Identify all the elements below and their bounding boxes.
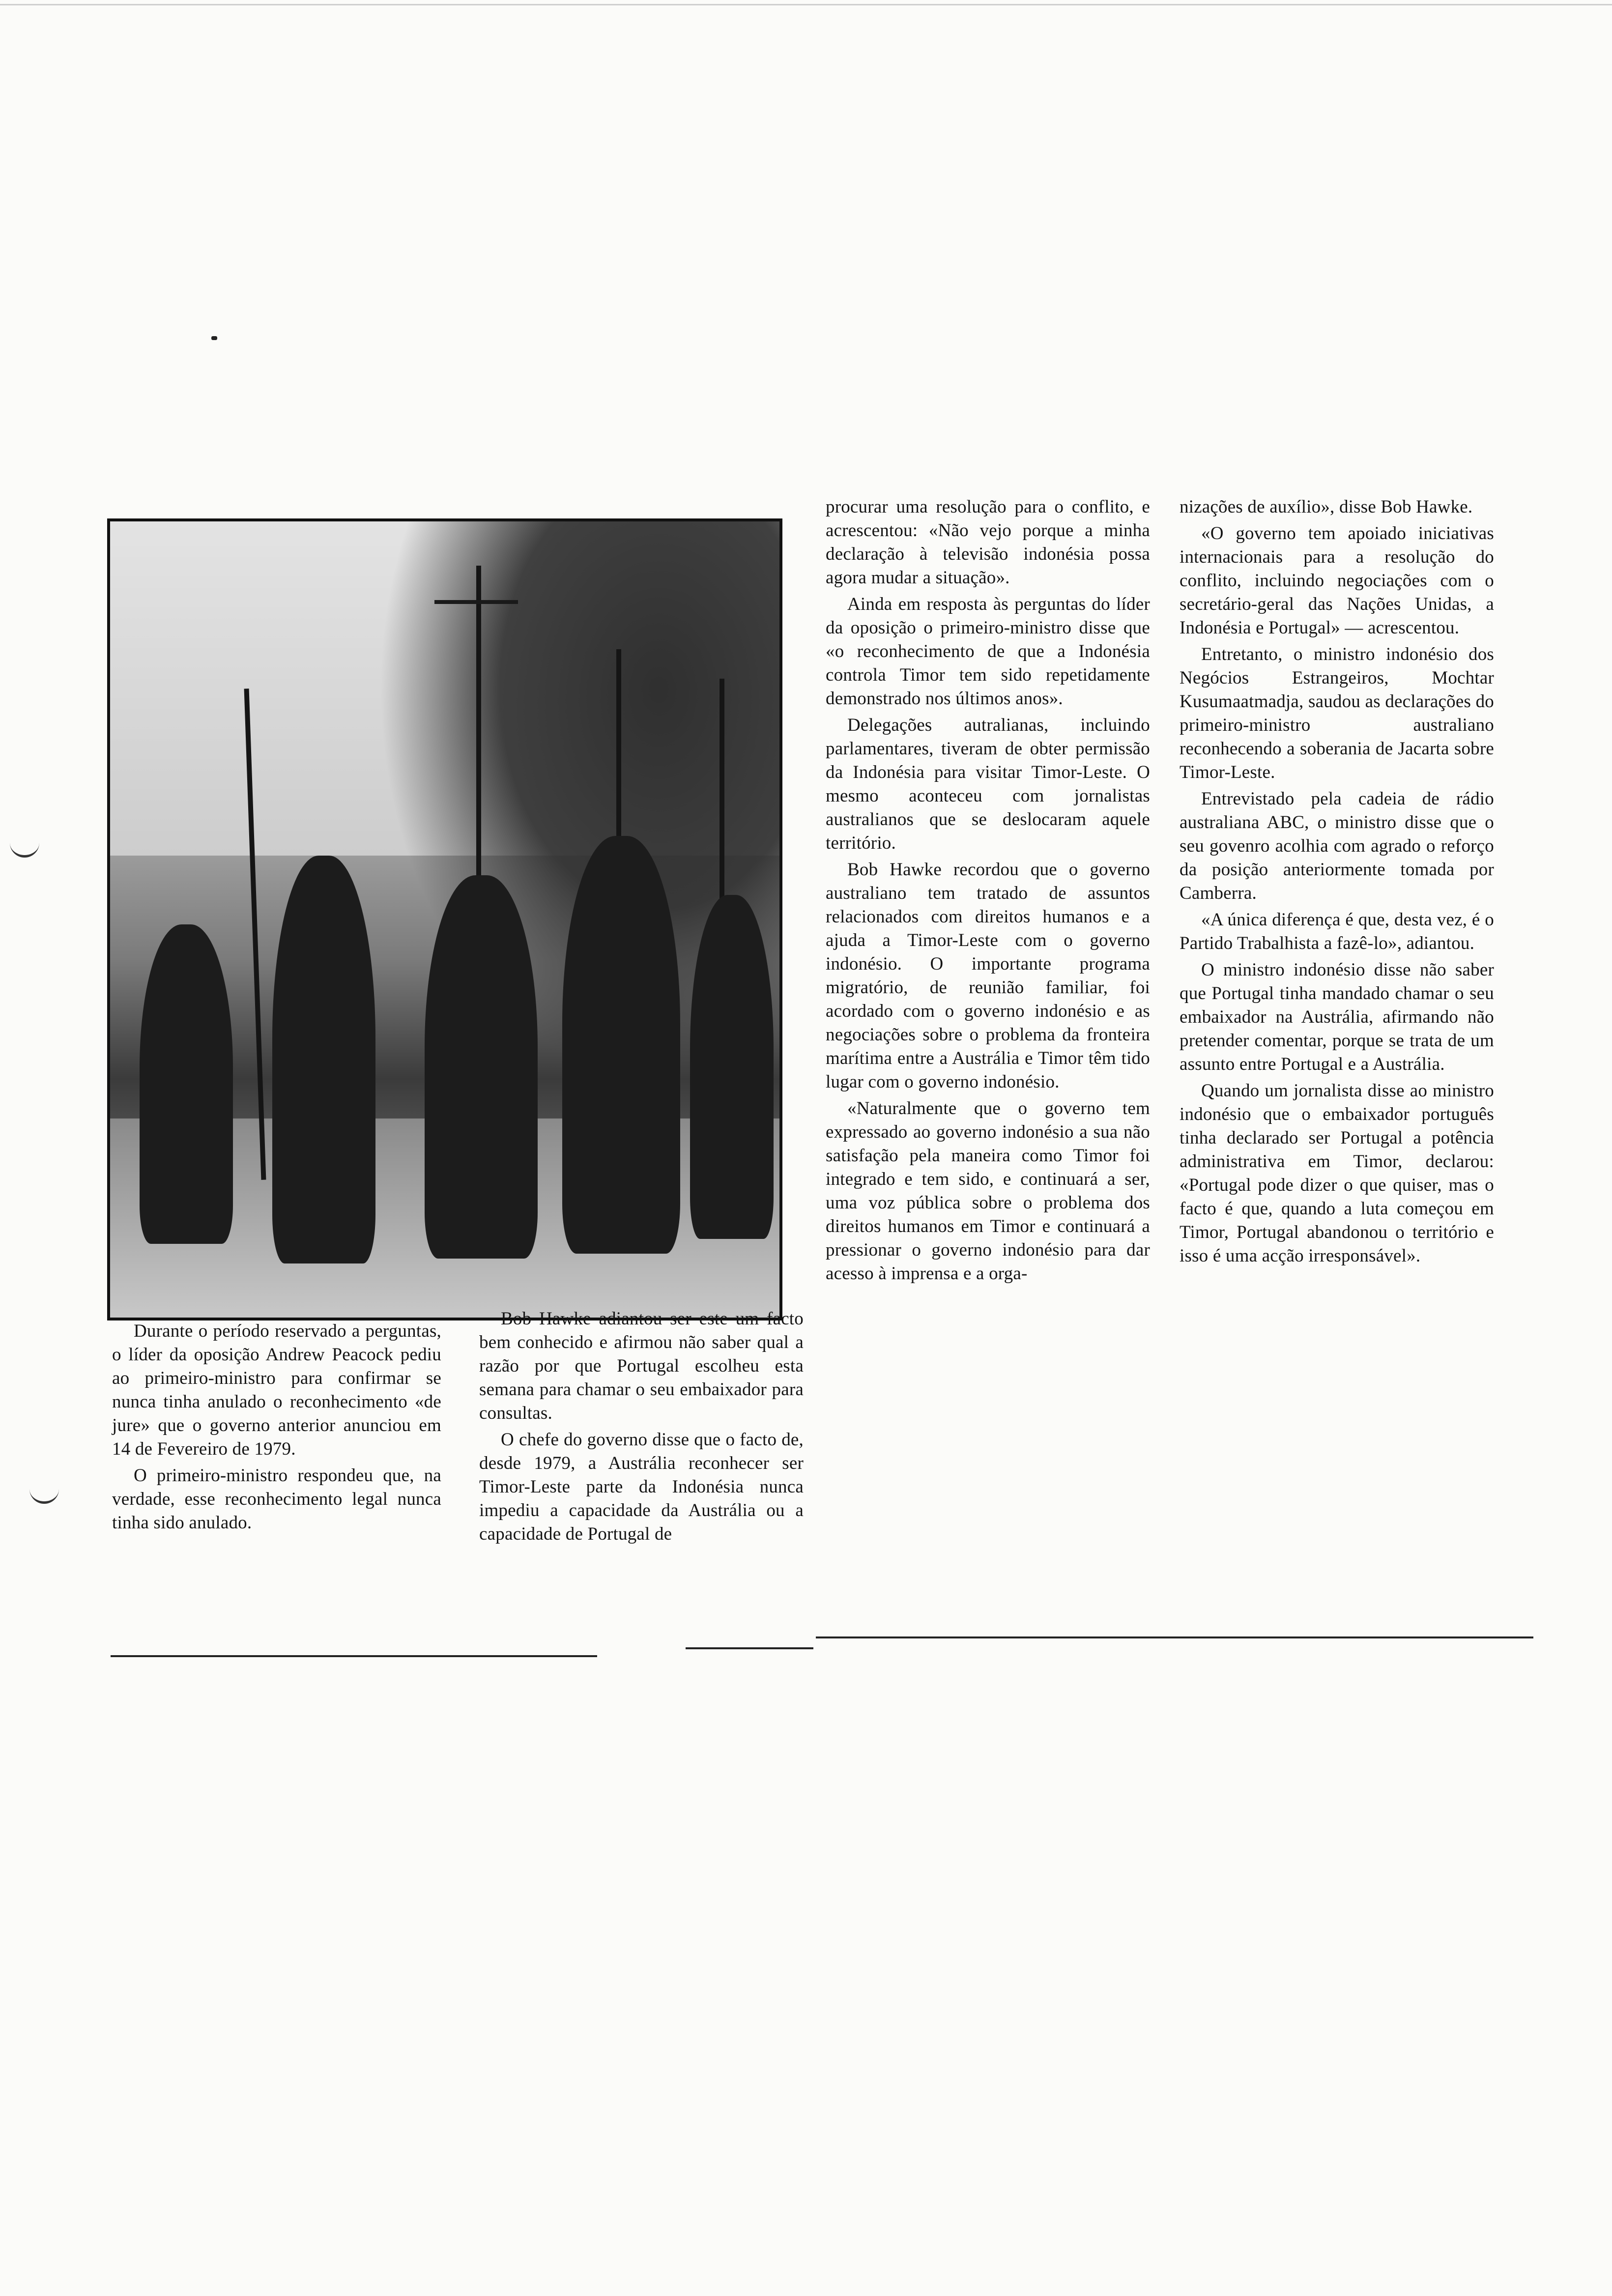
photo-figure — [562, 836, 680, 1254]
article-column-1 — [112, 1320, 441, 1538]
photo-cross — [434, 600, 518, 604]
photo-figure — [690, 895, 774, 1239]
paragraph: O ministro indonésio disse não saber que Portugal tinha mandado chamar o seu embaixador na Austrália, afirmando não pretender comentar, porque se trata de um assunto entre Portugal e a Austrália. — [1180, 960, 1494, 1074]
print-speck — [211, 336, 217, 340]
photo-figure — [425, 875, 538, 1259]
paragraph: Entretanto, o ministro indonésio dos Negócios Estrangeiros, Mochtar Kusumaatmadja, saudou as declarações do primeiro-ministro australiano reconhecendo a soberania de Jacarta sobre Timor-Leste. — [1180, 644, 1494, 782]
paragraph-continued: nizações de auxílio», disse Bob Hawke. — [1180, 497, 1473, 517]
margin-mark — [29, 1487, 59, 1504]
paragraph: Durante o período reservado a perguntas, o líder da oposição Andrew Peacock pediu ao primeiro-ministro para confirmar se nunca tinha anulado o reconhecimento «de jure» que o governo anterior anunciou em 14 de Fevereiro de 1979. — [112, 1321, 441, 1459]
paragraph: O chefe do governo disse que o facto de, desde 1979, a Austrália reconhecer ser Timor-Leste parte da Indonésia nunca impediu a capacidade da Austrália ou a capacidade de Portugal de — [479, 1430, 804, 1544]
paragraph-continued: procurar uma resolução para o conflito, e acrescentou: «Não vejo porque a minha declaração à televisão indonésia possa agora mudar a situação». — [826, 497, 1150, 588]
bottom-rule — [816, 1636, 1533, 1638]
paragraph: Ainda em resposta às perguntas do líder da oposição o primeiro-ministro disse que «o reconhecimento de que a Indonésia controla Timor tem sido repetidamente demonstrado nos últimos anos». — [826, 594, 1150, 709]
top-rule — [0, 4, 1612, 5]
photo-figure — [272, 856, 375, 1263]
paragraph: Bob Hawke adiantou ser este um facto bem conhecido e afirmou não saber qual a razão por que Portugal escolheu esta semana para chamar o seu embaixador para consultas. — [479, 1309, 804, 1423]
article-column-2 — [479, 1307, 804, 1549]
margin-mark — [10, 840, 39, 858]
paragraph: «Naturalmente que o governo tem expressado ao governo indonésio a sua não satisfação pela maneira como Timor foi integrado e tem sido, e continuará a ser, uma voz pública sobre o problema dos direitos humanos em Timor e continuará a pressionar o governo indonésio para dar acesso à imprensa e a orga- — [826, 1098, 1150, 1284]
photo-figure — [140, 924, 233, 1244]
news-photo — [107, 518, 782, 1320]
article-column-3 — [826, 495, 1150, 1289]
paragraph: O primeiro-ministro respondeu que, na verdade, esse reconhecimento legal nunca tinha sido anulado. — [112, 1465, 441, 1533]
paragraph: Entrevistado pela cadeia de rádio australiana ABC, o ministro disse que o seu govenro acolhia com agrado o reforço da posição anteriormente tomada por Camberra. — [1180, 789, 1494, 903]
bottom-rule — [686, 1647, 813, 1649]
paragraph: Delegações autralianas, incluindo parlamentares, tiveram de obter permissão da Indonésia para visitar Timor-Leste. O mesmo aconteceu com jornalistas australianos que se deslocaram aquele território. — [826, 715, 1150, 853]
paragraph: Quando um jornalista disse ao ministro indonésio que o embaixador português tinha declarado ser Portugal a potência administrativa em Timor, declarou: «Portugal pode dizer o que quiser, mas o facto é que, quando a luta começou em Timor, Portugal abandonou o território e isso é uma acção irresponsável». — [1180, 1081, 1494, 1266]
paragraph: Bob Hawke recordou que o governo australiano tem tratado de assuntos relacionados com direitos humanos e a ajuda a Timor-Leste com o governo indonésio. O importante programa migratório, de reunião familiar, foi acordado com o governo indonésio e as negociações sobre o problema da fronteira marítima entre a Austrália e Timor têm tido lugar com o governo indonésio. — [826, 860, 1150, 1092]
article-column-4 — [1180, 495, 1494, 1271]
paragraph: «O governo tem apoiado iniciativas internacionais para a resolução do conflito, incluindo negociações com o secretário-geral das Nações Unidas, a Indonésia e Portugal» — acrescentou. — [1180, 523, 1494, 638]
paragraph: «A única diferença é que, desta vez, é o Partido Trabalhista a fazê-lo», adiantou. — [1180, 910, 1494, 953]
bottom-rule — [111, 1655, 597, 1657]
